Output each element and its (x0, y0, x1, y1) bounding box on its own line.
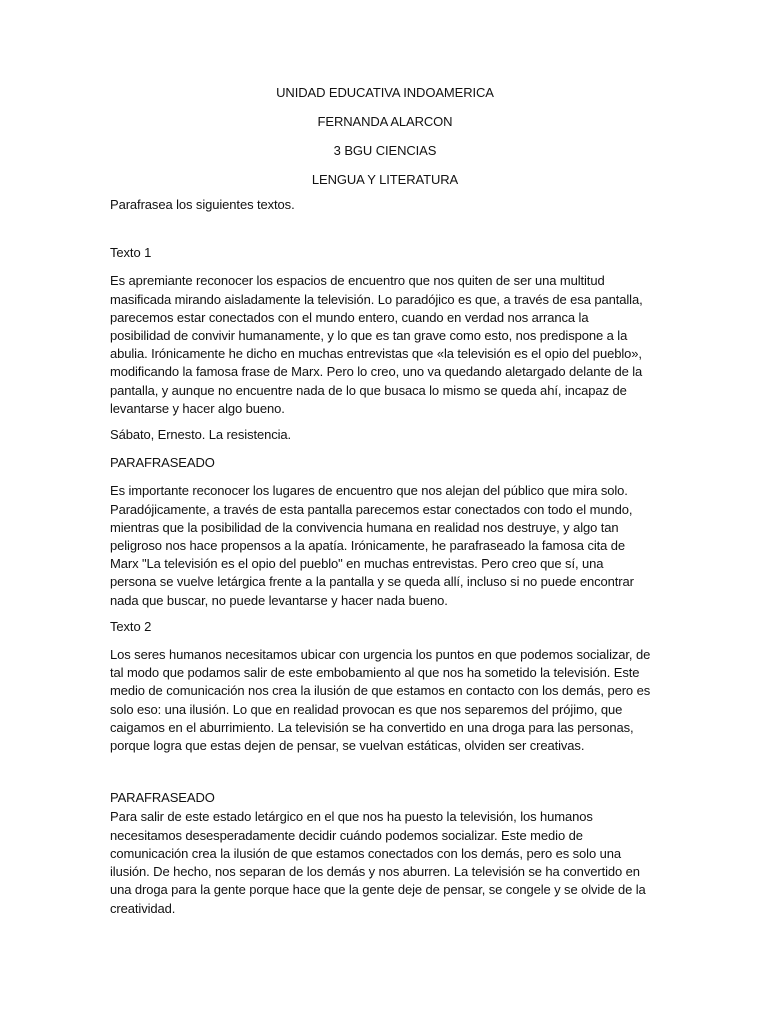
subject-name: LENGUA Y LITERATURA (311, 172, 459, 187)
texto1-paraphrase-title: PARAFRASEADO (110, 455, 215, 471)
student-name: FERNANDA ALARCON (317, 114, 453, 129)
texto2-body: Los seres humanos necesitamos ubicar con urgencia los puntos en que podemos socializar, de tal modo que podamos salir de este embobamiento al que nos ha sometido la televisión. Este medio de comunicación nos crea la ilusión de que estamos en contacto con los demás, pero es solo eso: una ilusión. Lo que en realidad provocan es que nos separemos del prójimo, que caigamos en el aburrimiento. La televisión se ha convertido en una droga para las personas, porque logra que estas dejen de pensar, se vuelvan estáticas, olviden ser creativas. (110, 647, 651, 754)
course-name: 3 BGU CIENCIAS (333, 143, 437, 158)
texto1-citation: Sábato, Ernesto. La resistencia. (110, 427, 292, 443)
texto1-title: Texto 1 (110, 245, 152, 261)
texto1-body: Es apremiante reconocer los espacios de encuentro que nos quiten de ser una multitud masificada mirando aisladamente la televisión. Lo paradójico es que, a través de esa pantalla, parecemos estar conectados con el mundo entero, cuando en verdad nos arranca la posibilidad de convivir humanamente, y lo que es tan grave como esto, nos predispone a la abulia. Irónicamente he dicho en muchas entrevistas que «la televisión es el opio del pueblo», modificando la famosa frase de Marx. Pero lo creo, uno va quedando aletargado delante de la pantalla, y aunque no encuentre nada de lo que busaca lo mismo se queda ahí, incapaz de levantarse y hacer algo bueno. (110, 273, 643, 416)
texto2-paraphrase-title: PARAFRASEADO (110, 790, 215, 806)
texto2-paraphrase: Para salir de este estado letárgico en el que nos ha puesto la televisión, los humanos necesitamos desesperadamente decidir cuándo podemos socializar. Este medio de comunicación crea la ilusión de que estamos conectados con los demás, pero es solo una ilusión. De hecho, nos separan de los demás y nos aburren. La televisión se ha convertido en una droga para la gente porque hace que la gente deje de pensar, se congele y se olvide de la creatividad. (110, 809, 646, 916)
instruction: Parafrasea los siguientes textos. (110, 197, 295, 212)
document-content (110, 84, 660, 918)
school-name: UNIDAD EDUCATIVA INDOAMERICA (276, 85, 494, 100)
texto2-title: Texto 2 (110, 618, 152, 634)
texto1-paraphrase: Es importante reconocer los lugares de encuentro que nos alejan del público que mira solo. Paradójicamente, a través de esta pantalla parecemos estar conectados con todo el mundo, mientras que la posibilidad de la convivencia humana en realidad nos destruye, y algo tan peligroso nos hace propensos a la apatía. Irónicamente, he parafraseado la famosa cita de Marx "La televisión es el opio del pueblo" en muchas entrevistas. Pero creo que sí, una persona se vuelve letárgica frente a la pantalla y se queda allí, incluso si no puede encontrar nada que buscar, no puede levantarse y hacer nada bueno. (110, 483, 634, 608)
